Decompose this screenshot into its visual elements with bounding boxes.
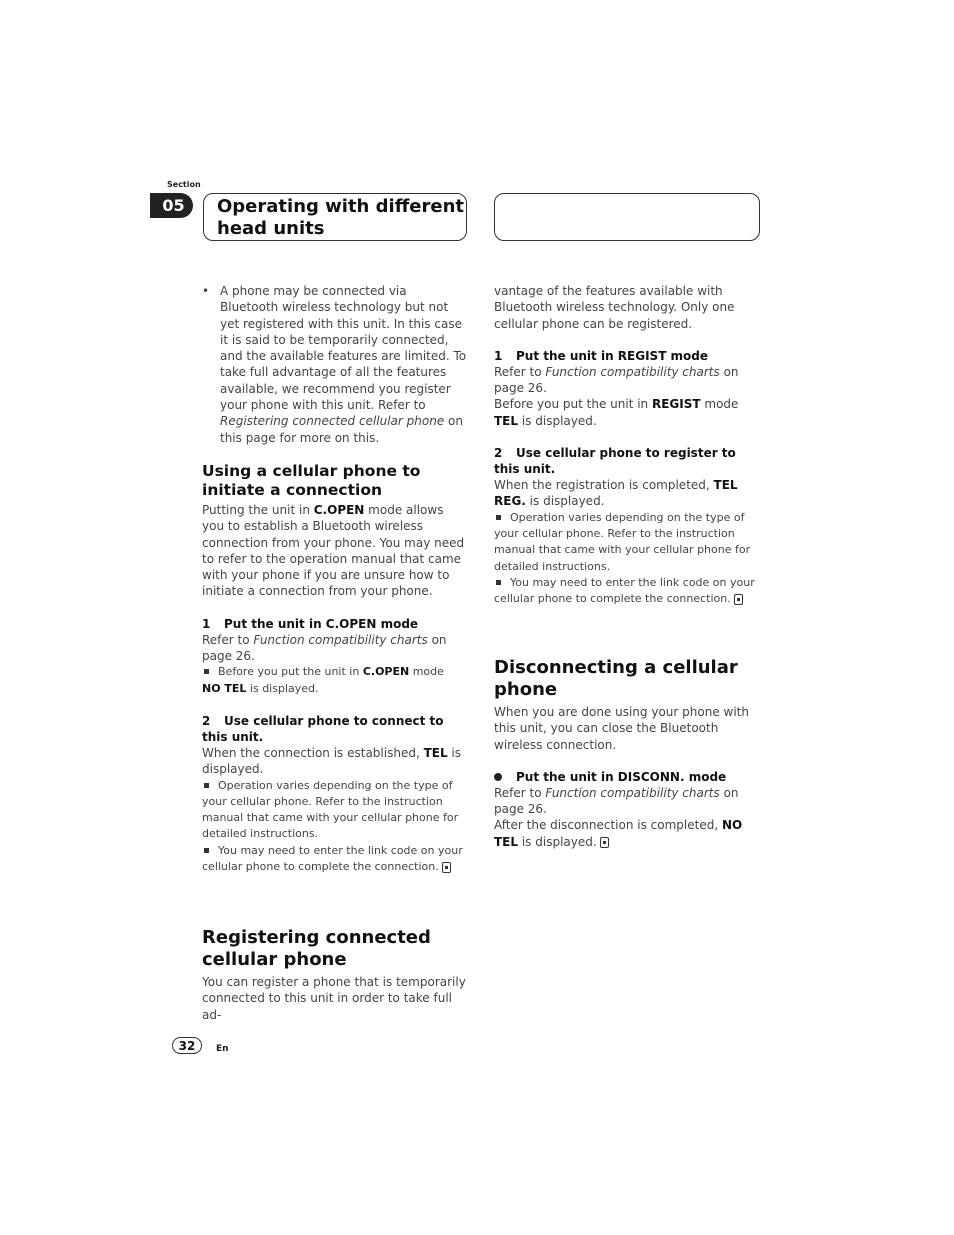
step-ref-text: Refer to	[202, 632, 254, 647]
step-label: Put the unit in DISCONN. mode	[516, 769, 727, 784]
step-text-bold: TEL	[494, 413, 519, 428]
note-square-icon	[204, 848, 209, 853]
disconnect-body: When you are done using your phone with this unit, you can close the Bluetooth wireless connection.	[494, 705, 749, 752]
step-text: Before you put the unit in	[494, 397, 652, 412]
initiate-body-a: Putting the unit in	[202, 503, 314, 517]
step-ref-text: Refer to	[494, 364, 546, 379]
step-ref-italic: Function compatibility charts	[545, 364, 720, 379]
step-ref-italic: Function compatibility charts	[253, 632, 428, 647]
initiate-body-bold: C.OPEN	[313, 503, 365, 517]
initiate-step-1	[202, 616, 468, 632]
register-step-1	[494, 348, 760, 364]
step-text: When the connection is established,	[202, 745, 424, 760]
step-ref-text-b: on page 26.	[494, 364, 739, 396]
initiate-heading: Using a cellular phone to initiate a connection	[202, 462, 421, 499]
note-square-icon	[204, 783, 209, 788]
step-text: is displayed.	[525, 494, 605, 509]
note-text: Operation varies depending on the type of your cellular phone. Refer to the instruction manual that came with your cellular phone for detailed instructions.	[494, 510, 751, 573]
end-mark-icon	[600, 837, 609, 848]
note-text: You may need to enter the link code on your cellular phone to complete the connection.	[202, 843, 463, 874]
step-ref-text-b: on page 26.	[202, 632, 447, 664]
end-mark-icon	[442, 862, 451, 873]
step-text: is displayed.	[202, 745, 462, 777]
step-text-bold: TEL	[423, 745, 448, 760]
intro-text-italic: Registering connected cellular phone	[220, 414, 445, 429]
initiate-step-2	[202, 713, 468, 745]
step-number: 1	[202, 616, 211, 631]
step-ref-text-b: on page 26.	[494, 785, 739, 817]
step-number: 2	[202, 713, 211, 728]
step-label: Use cellular phone to connect to this unit.	[202, 713, 444, 744]
register-step-2	[494, 445, 760, 477]
intro-text-b: on this page for more on this.	[220, 414, 463, 445]
step-text-bold: REGIST	[651, 397, 701, 412]
note-text: mode	[409, 665, 444, 679]
note-square-icon	[496, 580, 501, 585]
registering-section	[202, 927, 468, 1023]
step-text-bold: TEL REG.	[494, 478, 738, 509]
step-label: Use cellular phone to register to this unit.	[494, 446, 736, 477]
note-square-icon	[204, 669, 209, 674]
disconnect-heading: Disconnecting a cellular phone	[494, 657, 738, 700]
step-text: After the disconnection is completed,	[494, 818, 722, 833]
note-bold: NO TEL	[202, 681, 247, 695]
note-square-icon	[496, 515, 501, 520]
bullet-dot-icon	[494, 773, 502, 781]
language-label: En	[216, 1044, 229, 1054]
registering-body: You can register a phone that is temporarily connected to this unit in order to take full ad-	[202, 975, 466, 1022]
step-text: mode	[700, 397, 739, 412]
end-mark-icon	[734, 594, 743, 605]
step-label: Put the unit in REGIST mode	[516, 348, 709, 363]
section-number: 05	[150, 193, 193, 218]
note-text: Operation varies depending on the type of your cellular phone. Refer to the instruction manual that came with your cellular phone for detailed instructions.	[202, 778, 459, 841]
step-number: 2	[494, 446, 503, 461]
registering-continued-text: vantage of the features available with Bluetooth wireless technology. Only one cellular phone can be registered.	[494, 284, 735, 331]
page-number: 32	[172, 1037, 202, 1054]
step-number: 1	[494, 348, 503, 363]
step-text: is displayed.	[518, 834, 597, 849]
step-text: When the registration is completed,	[494, 478, 714, 493]
section-title: Operating with different head units	[217, 196, 464, 239]
section-title-box	[203, 193, 467, 241]
note-bold: C.OPEN	[362, 665, 410, 679]
note-text: is displayed.	[246, 681, 319, 695]
note-text: You may need to enter the link code on your cellular phone to complete the connection.	[494, 575, 755, 606]
step-text-bold: NO TEL	[494, 818, 743, 849]
intro-text-a: A phone may be connected via Bluetooth wireless technology but not yet registered with this unit. In this case it is said to be temporarily connected, and the available features are limited. To take full advantage of all the features available, we recommend you register your phone with this unit. Refer to	[220, 284, 467, 413]
disconnect-section	[494, 657, 760, 850]
empty-title-box	[494, 193, 760, 241]
disconnect-step	[494, 769, 760, 785]
step-ref-text: Refer to	[494, 785, 546, 800]
registering-heading: Registering connected cellular phone	[202, 927, 431, 970]
section-label: Section	[167, 180, 201, 189]
registering-continued	[494, 283, 760, 607]
note-text: Before you put the unit in	[218, 665, 363, 679]
step-label: Put the unit in C.OPEN mode	[224, 616, 419, 631]
step-text: is displayed.	[518, 413, 597, 428]
intro-bullet	[202, 283, 468, 446]
initiate-body-b: mode allows you to establish a Bluetooth wireless connection from your phone. You may need to refer to the operation manual that came with your phone if you are unsure how to initiate a connection from your phone.	[202, 503, 465, 599]
step-ref-italic: Function compatibility charts	[545, 785, 720, 800]
bullet-marker: •	[202, 284, 210, 298]
initiate-section	[202, 462, 468, 875]
